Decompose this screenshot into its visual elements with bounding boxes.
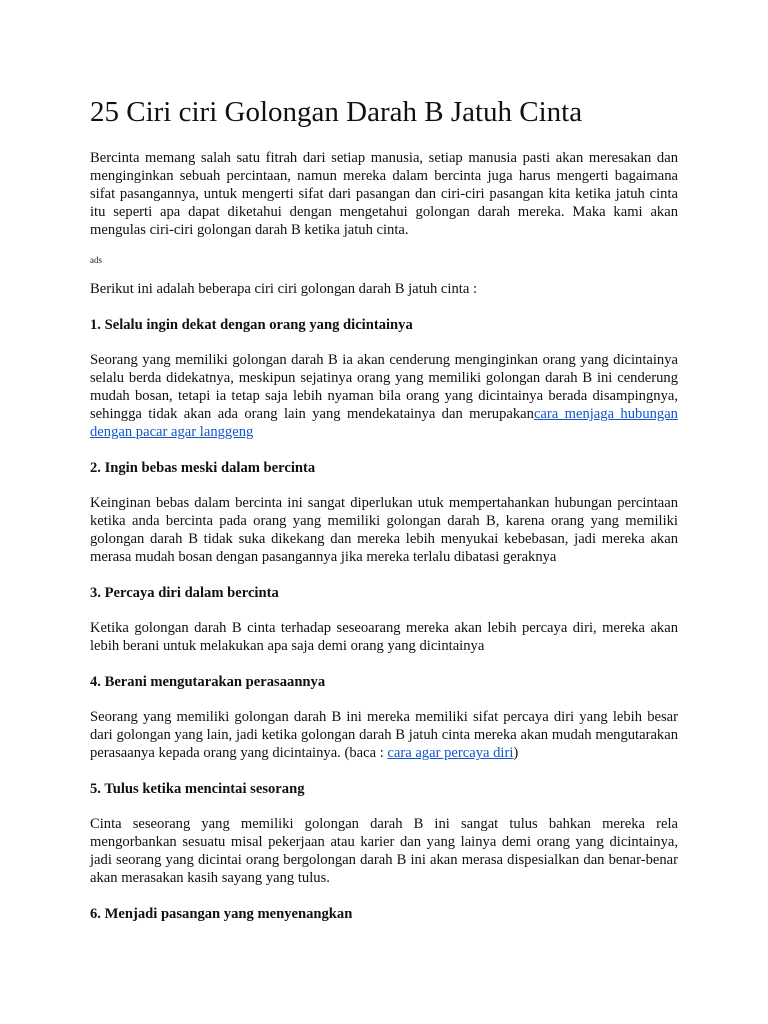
document-page	[90, 94, 678, 940]
link-cara-agar-percaya-diri[interactable]: cara agar percaya diri	[387, 745, 514, 761]
section-2-body: Keinginan bebas dalam bercinta ini sangat diperlukan utuk mempertahankan hubungan percintaan ketika anda bercinta pada orang yang memiliki golongan darah B, karena orang yang memiliki golongan darah B tidak suka dikekang dan mereka lebih menyukai kebebasan, jadi mereka akan merasa mudah bosan dengan pasangannya jika mereka terlalu dibatasi geraknya	[90, 495, 678, 565]
section-6-heading: 6. Menjadi pasangan yang menyenangkan	[90, 906, 353, 922]
section-3-heading: 3. Percaya diri dalam bercinta	[90, 585, 279, 601]
section-1-text: Seorang yang memiliki golongan darah B ia akan cenderung menginginkan orang yang dicintainya selalu berda didekatnya, meskipun sejatinya orang yang memiliki golongan darah B ini cenderung mudah bosan, tetapi ia tetap saja lebih nyaman bila orang yang dicintainya berada disampingnya, sehingga tidak akan ada orang lain yang mendekatainya dan merupakan	[90, 352, 678, 422]
article-title: 25 Ciri ciri Golongan Darah B Jatuh Cinta	[90, 96, 583, 128]
section-1-heading: 1. Selalu ingin dekat dengan orang yang dicintainya	[90, 317, 413, 333]
section-4-heading: 4. Berani mengutarakan perasaannya	[90, 674, 326, 690]
section-4-body	[90, 708, 678, 762]
section-4-tail: )	[513, 745, 519, 761]
section-5-body: Cinta seseorang yang memiliki golongan darah B ini sangat tulus bahkan mereka rela mengorbankan sesuatu misal pekerjaan atau karier dan yang lainya demi orang yang dicintainya, jadi seorang yang dicintai orang bergolongan darah B ini akan merasa dispesialkan dan benar-benar akan merasakan kasih sayang yang tulus.	[90, 816, 678, 886]
lead-paragraph: Berikut ini adalah beberapa ciri ciri golongan darah B jatuh cinta :	[90, 281, 477, 297]
ads-label: ads	[90, 255, 102, 265]
section-2-heading: 2. Ingin bebas meski dalam bercinta	[90, 460, 316, 476]
link-cara-menjaga-hubungan[interactable]: cara menjaga hubungan dengan pacar agar langgeng	[90, 406, 678, 440]
intro-paragraph: Bercinta memang salah satu fitrah dari setiap manusia, setiap manusia pasti akan meresakan dan menginginkan sebuah percintaan, namun mereka dalam bercinta juga harus mengerti bagaimana sifat pasangannya, untuk mengerti sifat dari pasangan dan ciri-ciri pasangan kita ketika jatuh cinta itu seperti apa dapat diketahui dengan mengetahui golongan darah mereka. Maka kami akan mengulas ciri-ciri golongan darah B ketika jatuh cinta.	[90, 150, 678, 238]
section-5-heading: 5. Tulus ketika mencintai sesorang	[90, 781, 305, 797]
section-4-text: Seorang yang memiliki golongan darah B ini mereka memiliki sifat percaya diri yang lebih besar dari golongan yang lain, jadi ketika golongan darah B jatuh cinta mereka akan mudah mengutarakan perasaanya kepada orang yang dicintainya. (baca :	[90, 709, 678, 761]
section-3-body: Ketika golongan darah B cinta terhadap seseoarang mereka akan lebih percaya diri, mereka akan lebih berani untuk melakukan apa saja demi orang yang dicintainya	[90, 620, 678, 654]
section-1-body	[90, 351, 678, 441]
